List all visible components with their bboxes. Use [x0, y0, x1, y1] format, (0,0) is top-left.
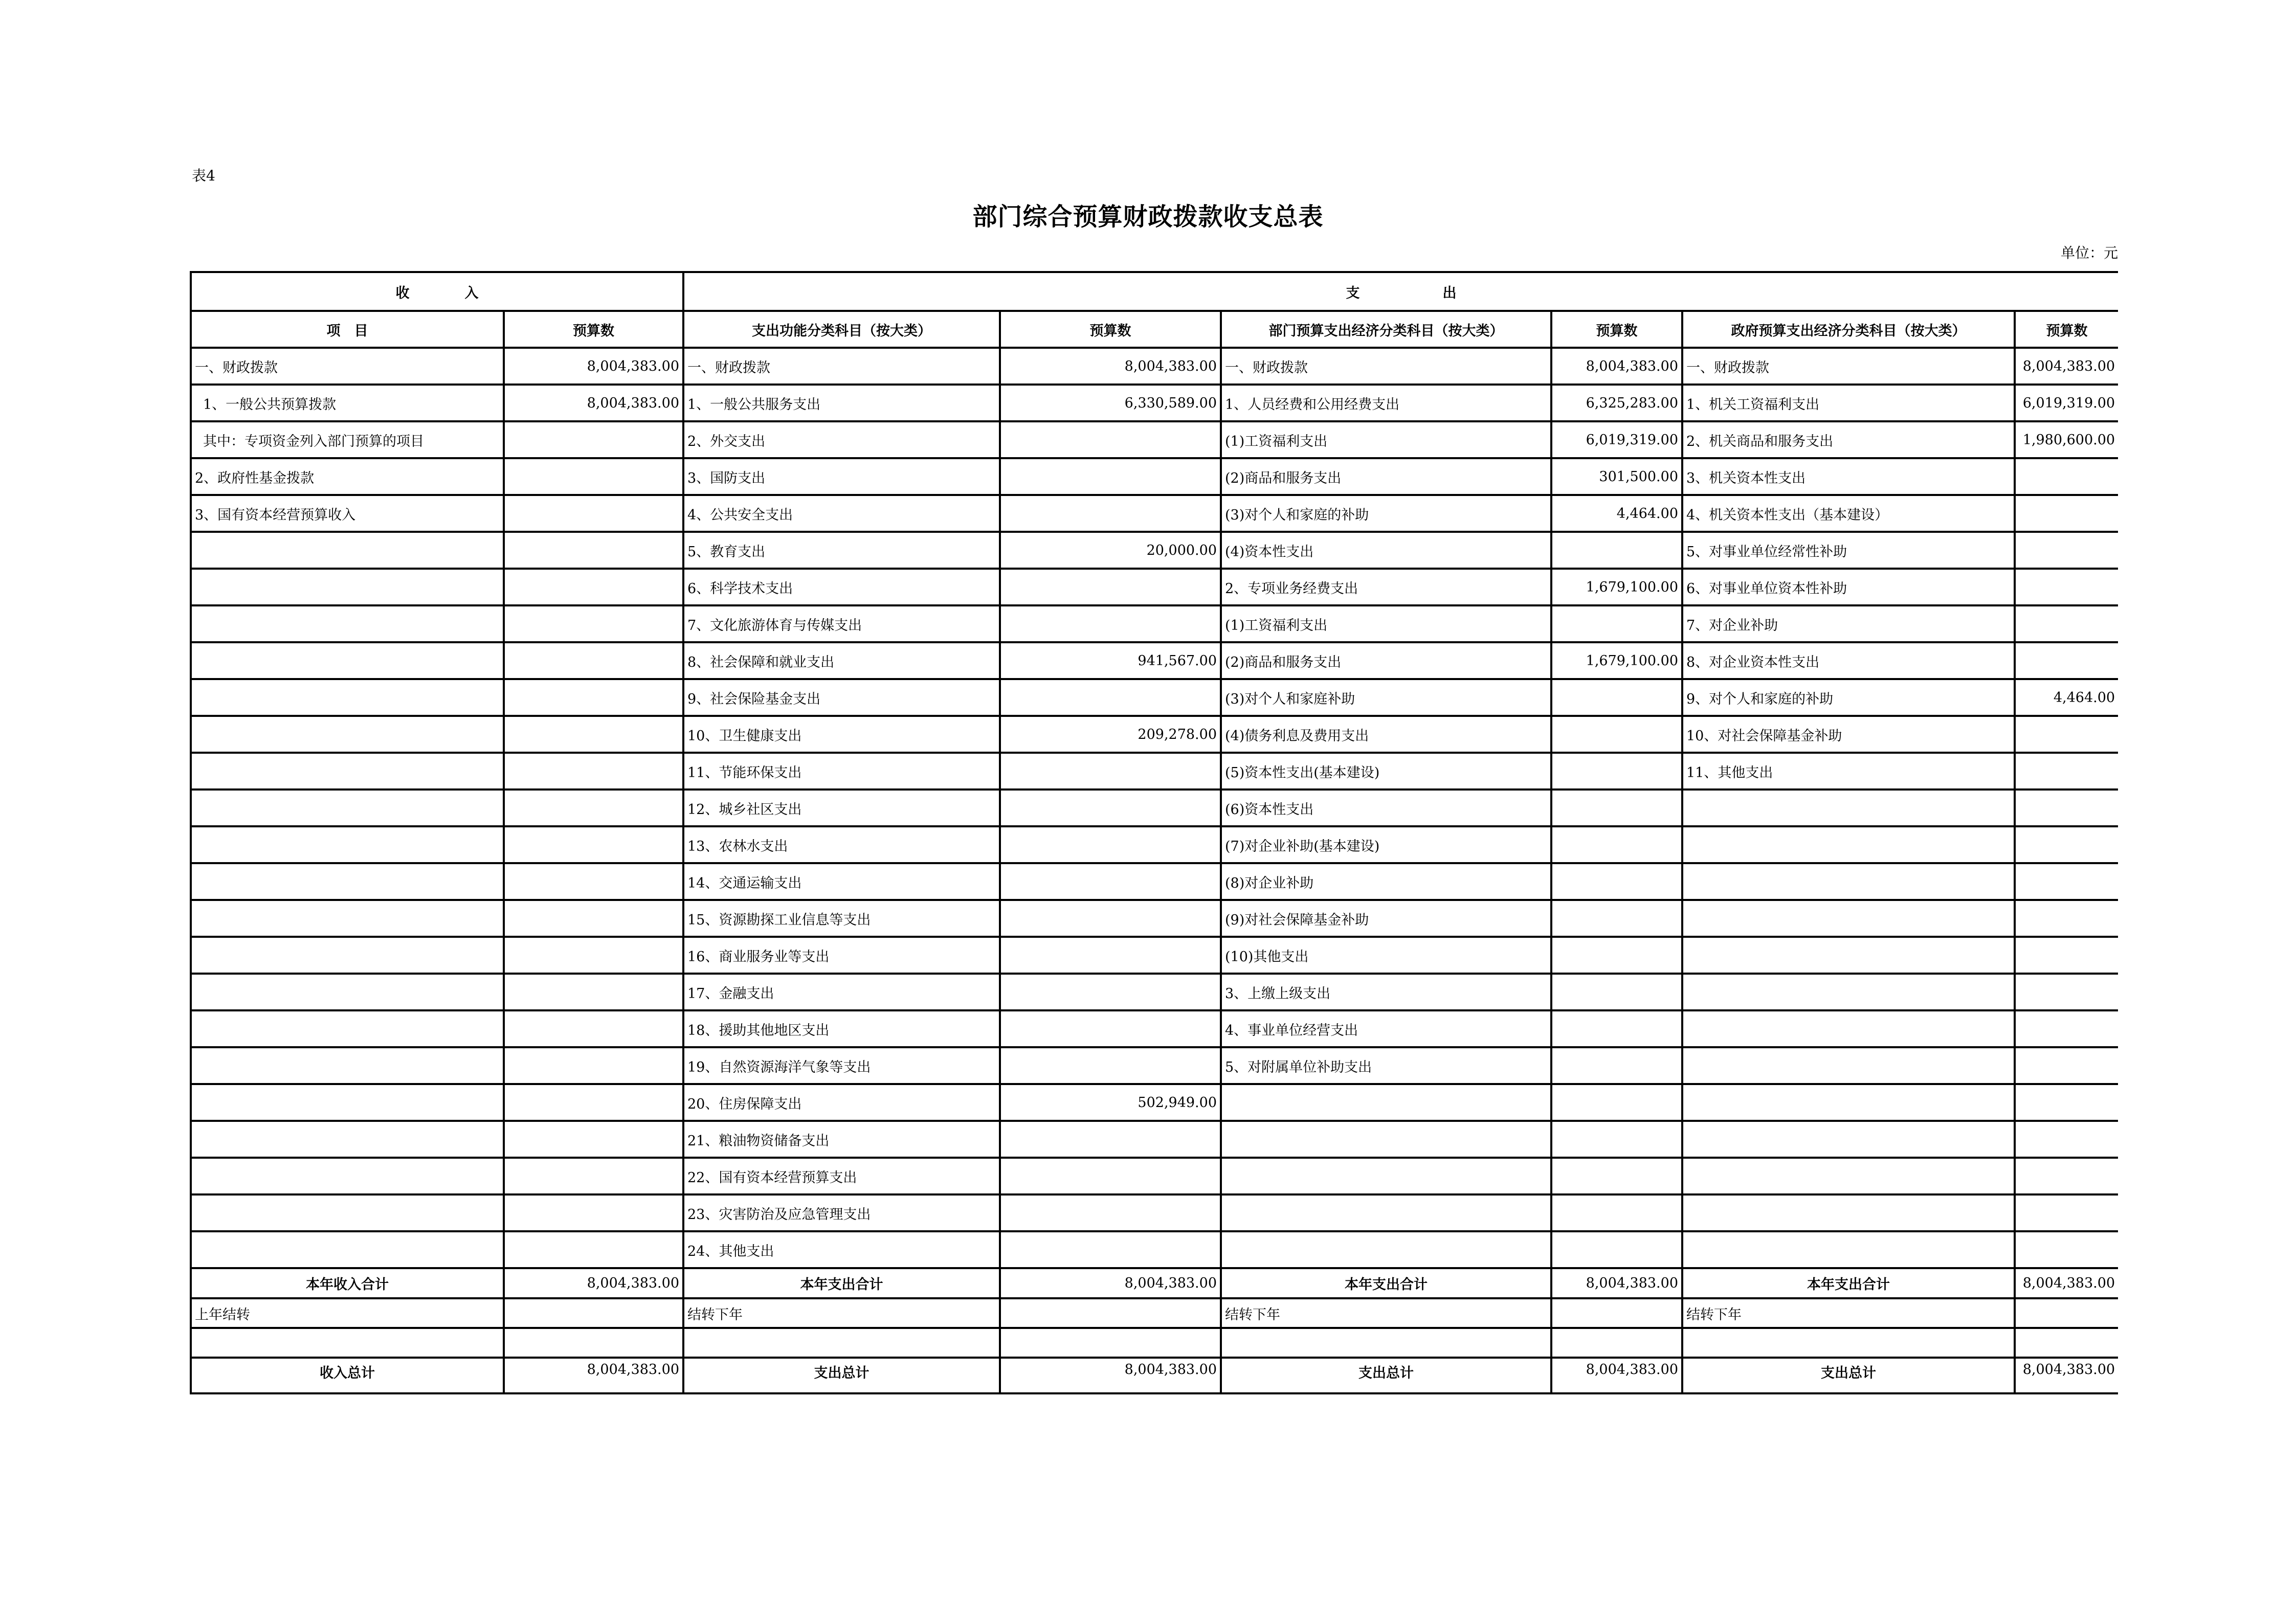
column-header-row: [191, 311, 2118, 348]
cell-gov-econ-subject: [1682, 1010, 2015, 1047]
cell-function-subject: 21、粮油物资储备支出: [683, 1121, 1000, 1158]
cell-function-amount: [1000, 790, 1221, 826]
cell-gov-econ-amount: [2015, 569, 2118, 605]
cell-function-subject: 3、国防支出: [683, 458, 1000, 495]
cell-function-subject: 20、住房保障支出: [683, 1084, 1000, 1121]
cell-dept-econ-amount: [1551, 790, 1682, 826]
group-header-row: [191, 272, 2118, 311]
cell-item-amount: [504, 974, 683, 1010]
table-row: [191, 1231, 2118, 1268]
cell-gov-econ-subject: 支出总计: [1682, 1358, 2015, 1393]
cell-gov-econ-subject: 5、对事业单位经常性补助: [1682, 532, 2015, 569]
cell-item-amount: [504, 642, 683, 679]
cell-item-amount: [504, 1047, 683, 1084]
cell-function-amount: 8,004,383.00: [1000, 1268, 1221, 1298]
cell-item-amount: 8,004,383.00: [504, 1358, 683, 1393]
cell-dept-econ-subject: (2)商品和服务支出: [1221, 458, 1551, 495]
cell-item-amount: [504, 753, 683, 790]
cell-gov-econ-amount: 1,980,600.00: [2015, 421, 2118, 458]
cell-item-amount: [504, 716, 683, 753]
cell-item: [191, 605, 504, 642]
cell-dept-econ-subject: (5)资本性支出(基本建设): [1221, 753, 1551, 790]
cell-dept-econ-subject: 结转下年: [1221, 1298, 1551, 1328]
cell-function-amount: 209,278.00: [1000, 716, 1221, 753]
cell-dept-econ-amount: 8,004,383.00: [1551, 1268, 1682, 1298]
cell-gov-econ-amount: [2015, 1231, 2118, 1268]
cell-gov-econ-amount: 8,004,383.00: [2015, 1268, 2118, 1298]
cell-gov-econ-subject: 10、对社会保障基金补助: [1682, 716, 2015, 753]
cell-function-amount: 941,567.00: [1000, 642, 1221, 679]
cell-item: [191, 974, 504, 1010]
cell-function-subject: 17、金融支出: [683, 974, 1000, 1010]
cell-item-amount: [504, 679, 683, 716]
cell-dept-econ-subject: 2、专项业务经费支出: [1221, 569, 1551, 605]
table-row: [191, 605, 2118, 642]
cell-item-amount: [504, 826, 683, 863]
cell-item-amount: [504, 532, 683, 569]
cell-function-amount: [1000, 569, 1221, 605]
cell-function-subject: 结转下年: [683, 1298, 1000, 1328]
cell-function-subject: 2、外交支出: [683, 421, 1000, 458]
cell-function-amount: [1000, 826, 1221, 863]
cell-function-amount: 20,000.00: [1000, 532, 1221, 569]
cell-dept-econ-subject: 支出总计: [1221, 1358, 1551, 1393]
cell-item: 本年收入合计: [191, 1268, 504, 1298]
table-row: [191, 790, 2118, 826]
cell-dept-econ-amount: [1551, 532, 1682, 569]
cell-dept-econ-subject: [1221, 1231, 1551, 1268]
cell-dept-econ-amount: 预算数: [1551, 311, 1682, 348]
cell-item: [191, 716, 504, 753]
cell-gov-econ-amount: 8,004,383.00: [2015, 1358, 2118, 1393]
cell-dept-econ-subject: 5、对附属单位补助支出: [1221, 1047, 1551, 1084]
cell-function-subject: 12、城乡社区支出: [683, 790, 1000, 826]
cell-function-subject: 10、卫生健康支出: [683, 716, 1000, 753]
cell-item: [191, 569, 504, 605]
cell-gov-econ-amount: [2015, 1194, 2118, 1231]
carryover-row: [191, 1298, 2118, 1328]
cell-gov-econ-amount: 8,004,383.00: [2015, 348, 2118, 385]
cell-dept-econ-amount: [1551, 1298, 1682, 1328]
cell-function-subject: 23、灾害防治及应急管理支出: [683, 1194, 1000, 1231]
table-row: [191, 753, 2118, 790]
cell-item: 3、国有资本经营预算收入: [191, 495, 504, 532]
cell-gov-econ-amount: [2015, 790, 2118, 826]
cell-item-amount: 预算数: [504, 311, 683, 348]
cell-dept-econ-amount: [1551, 1047, 1682, 1084]
cell-gov-econ-subject: [1682, 1158, 2015, 1194]
cell-function-subject: 支出功能分类科目（按大类）: [683, 311, 1000, 348]
table-row: [191, 532, 2118, 569]
cell-dept-econ-subject: 3、上缴上级支出: [1221, 974, 1551, 1010]
cell-dept-econ-subject: (10)其他支出: [1221, 937, 1551, 974]
cell-item-amount: [504, 421, 683, 458]
table-row: [191, 1194, 2118, 1231]
cell-item: [191, 937, 504, 974]
cell-item-amount: [504, 569, 683, 605]
cell-dept-econ-subject: (4)债务利息及费用支出: [1221, 716, 1551, 753]
cell-item-amount: [504, 1010, 683, 1047]
table-row: [191, 716, 2118, 753]
cell-gov-econ-amount: [2015, 495, 2118, 532]
cell-dept-econ-subject: [1221, 1328, 1551, 1358]
cell-gov-econ-subject: [1682, 974, 2015, 1010]
cell-function-subject: 11、节能环保支出: [683, 753, 1000, 790]
cell-item-amount: [504, 1328, 683, 1358]
cell-function-subject: 22、国有资本经营预算支出: [683, 1158, 1000, 1194]
cell-dept-econ-amount: [1551, 1010, 1682, 1047]
cell-dept-econ-subject: (4)资本性支出: [1221, 532, 1551, 569]
cell-item-amount: [504, 937, 683, 974]
unit-label: 单位：元: [2060, 244, 2118, 261]
cell-function-amount: [1000, 1328, 1221, 1358]
cell-function-subject: 支出总计: [683, 1358, 1000, 1393]
cell-function-amount: [1000, 1010, 1221, 1047]
cell-item: 项 目: [191, 311, 504, 348]
cell-gov-econ-amount: [2015, 642, 2118, 679]
cell-function-amount: [1000, 1298, 1221, 1328]
cell-gov-econ-subject: 6、对事业单位资本性补助: [1682, 569, 2015, 605]
cell-gov-econ-amount: [2015, 900, 2118, 937]
cell-item: [191, 532, 504, 569]
cell-dept-econ-amount: 4,464.00: [1551, 495, 1682, 532]
cell-dept-econ-amount: 6,019,319.00: [1551, 421, 1682, 458]
cell-function-subject: 8、社会保障和就业支出: [683, 642, 1000, 679]
table-row: [191, 385, 2118, 421]
cell-dept-econ-subject: 4、事业单位经营支出: [1221, 1010, 1551, 1047]
income-group-header: 收 入: [191, 272, 683, 311]
cell-dept-econ-amount: [1551, 753, 1682, 790]
cell-item-amount: [504, 1194, 683, 1231]
cell-function-subject: [683, 1328, 1000, 1358]
cell-gov-econ-amount: [2015, 974, 2118, 1010]
cell-dept-econ-amount: 6,325,283.00: [1551, 385, 1682, 421]
cell-dept-econ-subject: (6)资本性支出: [1221, 790, 1551, 826]
cell-item-amount: [504, 1158, 683, 1194]
grand-total-row: [191, 1358, 2118, 1393]
cell-item-amount: [504, 1084, 683, 1121]
cell-function-subject: 本年支出合计: [683, 1268, 1000, 1298]
cell-dept-econ-amount: [1551, 1328, 1682, 1358]
table-row: [191, 642, 2118, 679]
cell-function-subject: 19、自然资源海洋气象等支出: [683, 1047, 1000, 1084]
cell-dept-econ-amount: 1,679,100.00: [1551, 569, 1682, 605]
cell-dept-econ-amount: [1551, 1231, 1682, 1268]
cell-function-amount: [1000, 1047, 1221, 1084]
cell-function-amount: [1000, 937, 1221, 974]
cell-gov-econ-amount: 6,019,319.00: [2015, 385, 2118, 421]
table-row: [191, 421, 2118, 458]
cell-function-amount: [1000, 1121, 1221, 1158]
cell-gov-econ-subject: [1682, 1328, 2015, 1358]
cell-item: [191, 826, 504, 863]
table-row: [191, 1010, 2118, 1047]
cell-item: 2、政府性基金拨款: [191, 458, 504, 495]
cell-dept-econ-subject: (3)对个人和家庭补助: [1221, 679, 1551, 716]
table-row: [191, 863, 2118, 900]
cell-dept-econ-subject: [1221, 1194, 1551, 1231]
cell-function-subject: 6、科学技术支出: [683, 569, 1000, 605]
cell-dept-econ-amount: 8,004,383.00: [1551, 348, 1682, 385]
cell-dept-econ-amount: [1551, 1194, 1682, 1231]
cell-item: [191, 1194, 504, 1231]
cell-function-amount: [1000, 863, 1221, 900]
cell-gov-econ-subject: [1682, 937, 2015, 974]
cell-gov-econ-subject: 一、财政拨款: [1682, 348, 2015, 385]
cell-gov-econ-subject: [1682, 1121, 2015, 1158]
blank-row: [191, 1328, 2118, 1358]
cell-dept-econ-amount: [1551, 605, 1682, 642]
cell-gov-econ-amount: [2015, 1121, 2118, 1158]
cell-gov-econ-subject: 11、其他支出: [1682, 753, 2015, 790]
cell-gov-econ-subject: 7、对企业补助: [1682, 605, 2015, 642]
cell-item: [191, 1231, 504, 1268]
cell-item: [191, 1328, 504, 1358]
cell-item-amount: [504, 605, 683, 642]
cell-function-subject: 7、文化旅游体育与传媒支出: [683, 605, 1000, 642]
cell-gov-econ-subject: 9、对个人和家庭的补助: [1682, 679, 2015, 716]
cell-item: [191, 1084, 504, 1121]
cell-dept-econ-amount: [1551, 863, 1682, 900]
cell-gov-econ-subject: [1682, 1047, 2015, 1084]
cell-dept-econ-subject: [1221, 1158, 1551, 1194]
cell-function-subject: 一、财政拨款: [683, 348, 1000, 385]
cell-gov-econ-amount: [2015, 1010, 2118, 1047]
cell-item: [191, 1158, 504, 1194]
cell-gov-econ-subject: [1682, 826, 2015, 863]
cell-item: [191, 1047, 504, 1084]
cell-item-amount: [504, 863, 683, 900]
cell-function-subject: 1、一般公共服务支出: [683, 385, 1000, 421]
cell-dept-econ-subject: (9)对社会保障基金补助: [1221, 900, 1551, 937]
cell-item: 收入总计: [191, 1358, 504, 1393]
cell-gov-econ-amount: [2015, 1158, 2118, 1194]
cell-function-amount: 502,949.00: [1000, 1084, 1221, 1121]
cell-gov-econ-amount: [2015, 716, 2118, 753]
cell-gov-econ-amount: [2015, 1328, 2118, 1358]
cell-gov-econ-subject: [1682, 1084, 2015, 1121]
cell-gov-econ-subject: 8、对企业资本性支出: [1682, 642, 2015, 679]
cell-dept-econ-subject: [1221, 1121, 1551, 1158]
cell-function-subject: 4、公共安全支出: [683, 495, 1000, 532]
cell-gov-econ-subject: 3、机关资本性支出: [1682, 458, 2015, 495]
cell-item-amount: [504, 495, 683, 532]
cell-gov-econ-amount: [2015, 826, 2118, 863]
cell-gov-econ-amount: [2015, 458, 2118, 495]
cell-function-subject: 16、商业服务业等支出: [683, 937, 1000, 974]
cell-dept-econ-subject: [1221, 1084, 1551, 1121]
cell-item-amount: [504, 900, 683, 937]
cell-item-amount: [504, 1121, 683, 1158]
cell-gov-econ-subject: 政府预算支出经济分类科目（按大类）: [1682, 311, 2015, 348]
table-row: [191, 1121, 2118, 1158]
cell-function-amount: [1000, 1158, 1221, 1194]
cell-gov-econ-subject: [1682, 863, 2015, 900]
cell-item-amount: 8,004,383.00: [504, 1268, 683, 1298]
cell-function-amount: [1000, 753, 1221, 790]
cell-item: [191, 642, 504, 679]
cell-function-amount: 8,004,383.00: [1000, 348, 1221, 385]
budget-table-container: [190, 271, 2118, 1437]
cell-gov-econ-subject: [1682, 900, 2015, 937]
cell-gov-econ-amount: [2015, 863, 2118, 900]
cell-item: [191, 1121, 504, 1158]
cell-dept-econ-amount: 1,679,100.00: [1551, 642, 1682, 679]
cell-item-amount: [504, 1298, 683, 1328]
cell-gov-econ-subject: 4、机关资本性支出（基本建设）: [1682, 495, 2015, 532]
cell-dept-econ-amount: [1551, 937, 1682, 974]
cell-dept-econ-subject: 一、财政拨款: [1221, 348, 1551, 385]
cell-item-amount: [504, 1231, 683, 1268]
cell-gov-econ-amount: [2015, 937, 2118, 974]
cell-function-amount: [1000, 900, 1221, 937]
cell-dept-econ-amount: [1551, 679, 1682, 716]
table-row: [191, 569, 2118, 605]
cell-gov-econ-subject: [1682, 790, 2015, 826]
cell-gov-econ-subject: 结转下年: [1682, 1298, 2015, 1328]
budget-table-body: [191, 272, 2118, 1393]
cell-dept-econ-amount: 301,500.00: [1551, 458, 1682, 495]
cell-dept-econ-subject: (1)工资福利支出: [1221, 421, 1551, 458]
cell-dept-econ-amount: [1551, 1084, 1682, 1121]
cell-dept-econ-subject: (8)对企业补助: [1221, 863, 1551, 900]
table-number: 表4: [192, 167, 215, 184]
cell-function-amount: 8,004,383.00: [1000, 1358, 1221, 1393]
cell-gov-econ-subject: 2、机关商品和服务支出: [1682, 421, 2015, 458]
cell-dept-econ-subject: 1、人员经费和公用经费支出: [1221, 385, 1551, 421]
cell-item: [191, 900, 504, 937]
cell-item: [191, 1010, 504, 1047]
table-row: [191, 1047, 2118, 1084]
cell-item-amount: [504, 458, 683, 495]
cell-gov-econ-subject: 本年支出合计: [1682, 1268, 2015, 1298]
cell-function-amount: [1000, 495, 1221, 532]
cell-function-subject: 18、援助其他地区支出: [683, 1010, 1000, 1047]
cell-gov-econ-amount: [2015, 532, 2118, 569]
cell-function-subject: 14、交通运输支出: [683, 863, 1000, 900]
cell-function-amount: [1000, 458, 1221, 495]
cell-dept-econ-amount: [1551, 1121, 1682, 1158]
cell-item-amount: [504, 790, 683, 826]
cell-dept-econ-subject: (7)对企业补助(基本建设): [1221, 826, 1551, 863]
cell-function-subject: 15、资源勘探工业信息等支出: [683, 900, 1000, 937]
cell-function-subject: 9、社会保险基金支出: [683, 679, 1000, 716]
cell-item: [191, 863, 504, 900]
cell-function-subject: 5、教育支出: [683, 532, 1000, 569]
table-row: [191, 458, 2118, 495]
table-row: [191, 495, 2118, 532]
cell-dept-econ-amount: [1551, 826, 1682, 863]
cell-dept-econ-amount: 8,004,383.00: [1551, 1358, 1682, 1393]
table-row: [191, 679, 2118, 716]
cell-function-subject: 13、农林水支出: [683, 826, 1000, 863]
cell-item: 其中：专项资金列入部门预算的项目: [191, 421, 504, 458]
table-row: [191, 937, 2118, 974]
table-row: [191, 348, 2118, 385]
cell-gov-econ-amount: 4,464.00: [2015, 679, 2118, 716]
cell-item-amount: 8,004,383.00: [504, 348, 683, 385]
cell-function-amount: [1000, 974, 1221, 1010]
cell-function-amount: [1000, 1231, 1221, 1268]
cell-dept-econ-subject: 部门预算支出经济分类科目（按大类）: [1221, 311, 1551, 348]
cell-item: 上年结转: [191, 1298, 504, 1328]
cell-gov-econ-amount: 预算数: [2015, 311, 2118, 348]
cell-dept-econ-subject: (1)工资福利支出: [1221, 605, 1551, 642]
cell-item: [191, 790, 504, 826]
cell-gov-econ-subject: [1682, 1194, 2015, 1231]
cell-function-amount: [1000, 605, 1221, 642]
cell-function-amount: [1000, 421, 1221, 458]
page-title: 部门综合预算财政拨款收支总表: [972, 202, 1324, 231]
budget-table: [190, 271, 2118, 1394]
year-total-row: [191, 1268, 2118, 1298]
expense-group-header: 支 出: [683, 272, 2118, 311]
cell-dept-econ-subject: (2)商品和服务支出: [1221, 642, 1551, 679]
cell-gov-econ-amount: [2015, 1084, 2118, 1121]
cell-item: [191, 679, 504, 716]
cell-dept-econ-amount: [1551, 974, 1682, 1010]
cell-gov-econ-amount: [2015, 753, 2118, 790]
cell-function-amount: [1000, 679, 1221, 716]
cell-gov-econ-amount: [2015, 605, 2118, 642]
table-row: [191, 826, 2118, 863]
cell-dept-econ-subject: 本年支出合计: [1221, 1268, 1551, 1298]
table-row: [191, 1158, 2118, 1194]
cell-item: 一、财政拨款: [191, 348, 504, 385]
cell-dept-econ-amount: [1551, 1158, 1682, 1194]
cell-gov-econ-amount: [2015, 1298, 2118, 1328]
cell-function-amount: 6,330,589.00: [1000, 385, 1221, 421]
cell-item-amount: 8,004,383.00: [504, 385, 683, 421]
table-row: [191, 900, 2118, 937]
cell-function-amount: 预算数: [1000, 311, 1221, 348]
cell-dept-econ-amount: [1551, 716, 1682, 753]
table-row: [191, 974, 2118, 1010]
cell-function-subject: 24、其他支出: [683, 1231, 1000, 1268]
cell-dept-econ-amount: [1551, 900, 1682, 937]
cell-gov-econ-amount: [2015, 1047, 2118, 1084]
cell-gov-econ-subject: 1、机关工资福利支出: [1682, 385, 2015, 421]
cell-dept-econ-subject: (3)对个人和家庭的补助: [1221, 495, 1551, 532]
cell-item: [191, 753, 504, 790]
cell-function-amount: [1000, 1194, 1221, 1231]
cell-gov-econ-subject: [1682, 1231, 2015, 1268]
cell-item: 1、一般公共预算拨款: [191, 385, 504, 421]
table-row: [191, 1084, 2118, 1121]
